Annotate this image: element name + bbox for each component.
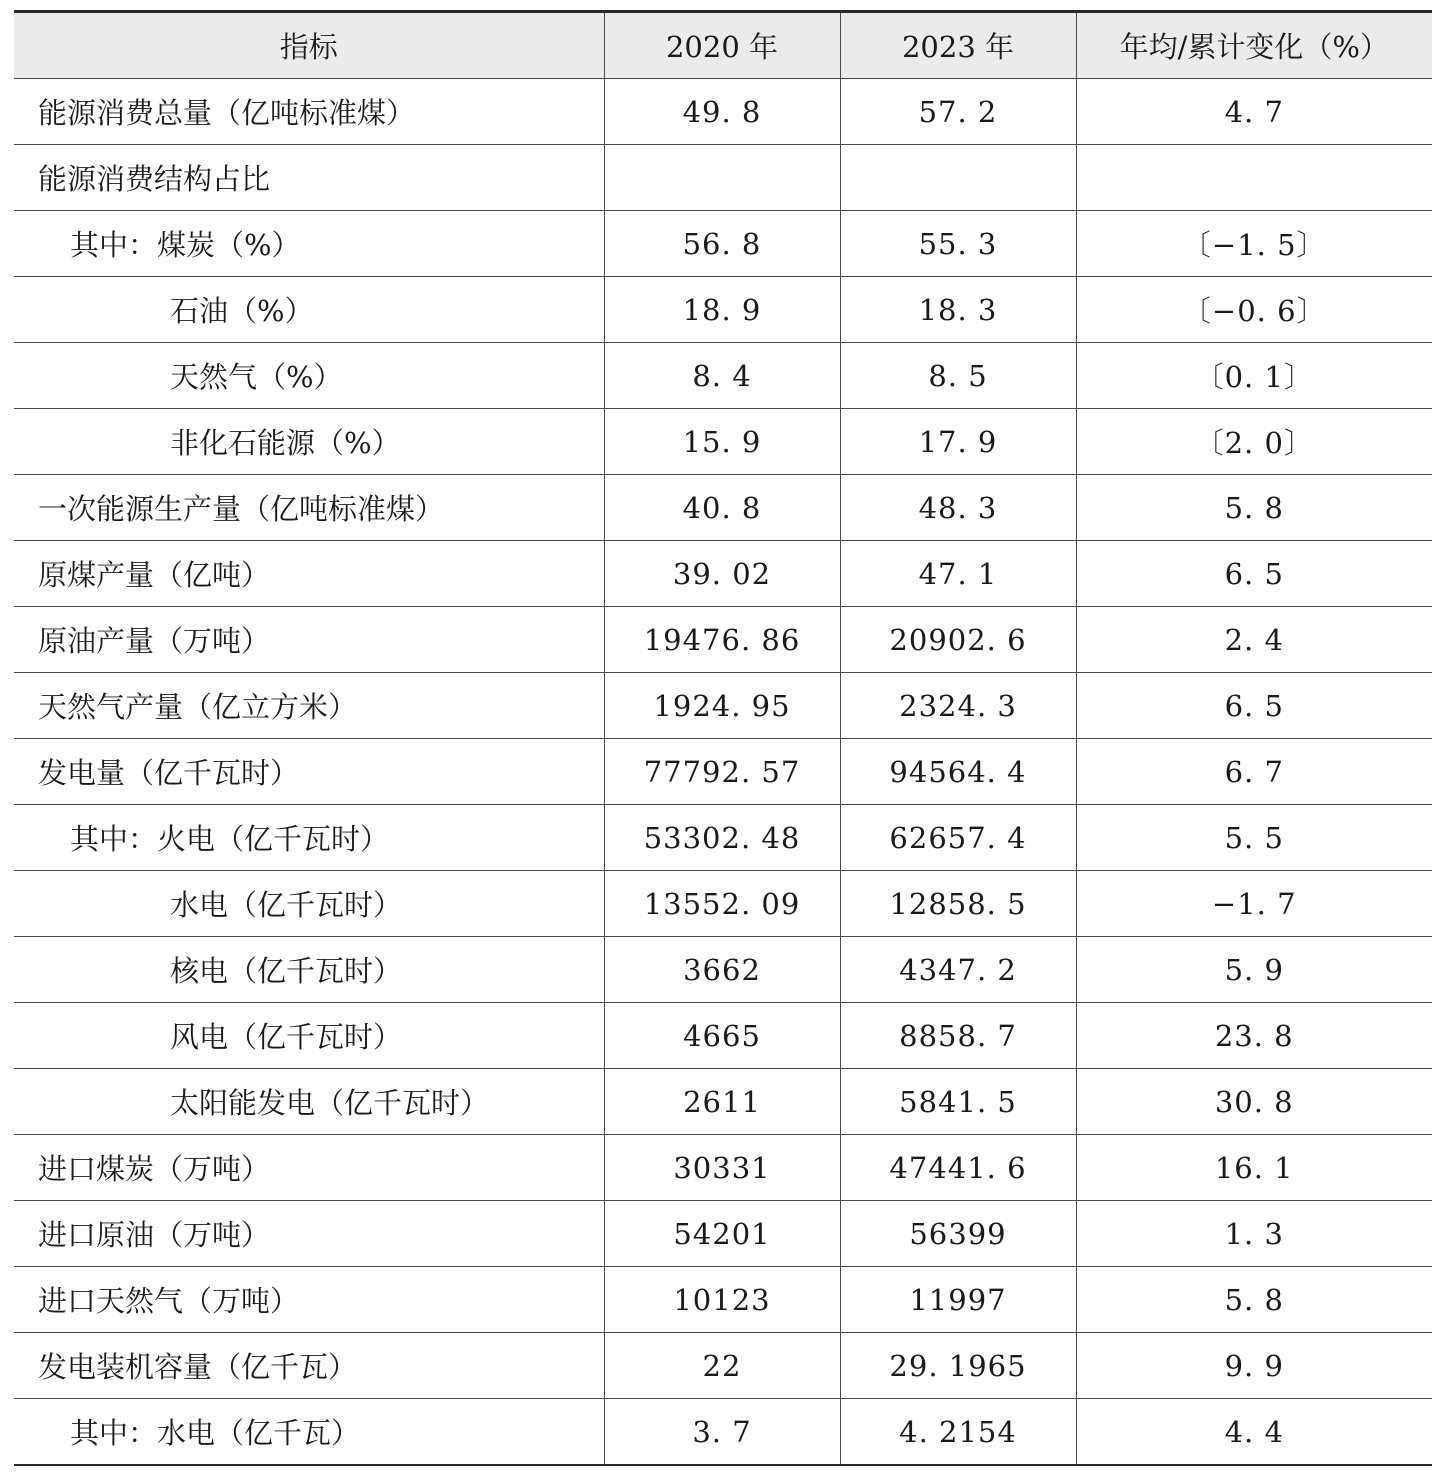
header-change: 年均/累计变化（%） bbox=[1076, 12, 1432, 79]
table-row bbox=[14, 739, 1432, 805]
cell-2020: 54201 bbox=[604, 1201, 840, 1267]
cell-2020: 13552. 09 bbox=[604, 871, 840, 937]
table-row bbox=[14, 673, 1432, 739]
table-row bbox=[14, 277, 1432, 343]
cell-2020: 18. 9 bbox=[604, 277, 840, 343]
cell-2023: 56399 bbox=[840, 1201, 1076, 1267]
row-label: 石油（%） bbox=[14, 277, 604, 343]
cell-2020: 2611 bbox=[604, 1069, 840, 1135]
cell-change: 〔−0. 6〕 bbox=[1076, 277, 1432, 343]
cell-2020: 77792. 57 bbox=[604, 739, 840, 805]
cell-2023: 12858. 5 bbox=[840, 871, 1076, 937]
table-row bbox=[14, 805, 1432, 871]
cell-2023: 48. 3 bbox=[840, 475, 1076, 541]
cell-2023: 29. 1965 bbox=[840, 1333, 1076, 1399]
row-label: 天然气产量（亿立方米） bbox=[14, 673, 604, 739]
cell-2023: 4347. 2 bbox=[840, 937, 1076, 1003]
header-indicator: 指标 bbox=[14, 12, 604, 79]
table-row bbox=[14, 1201, 1432, 1267]
table-row bbox=[14, 79, 1432, 145]
row-label: 太阳能发电（亿千瓦时） bbox=[14, 1069, 604, 1135]
table-row bbox=[14, 1003, 1432, 1069]
header-2020: 2020 年 bbox=[604, 12, 840, 79]
cell-2023 bbox=[840, 145, 1076, 211]
cell-change: 30. 8 bbox=[1076, 1069, 1432, 1135]
cell-change: 6. 7 bbox=[1076, 739, 1432, 805]
row-label: 原煤产量（亿吨） bbox=[14, 541, 604, 607]
table-row bbox=[14, 1135, 1432, 1201]
cell-2023: 47. 1 bbox=[840, 541, 1076, 607]
row-label: 进口煤炭（万吨） bbox=[14, 1135, 604, 1201]
table-row bbox=[14, 1333, 1432, 1399]
cell-2020: 3. 7 bbox=[604, 1399, 840, 1466]
cell-2023: 11997 bbox=[840, 1267, 1076, 1333]
cell-2020: 30331 bbox=[604, 1135, 840, 1201]
table-body bbox=[14, 79, 1432, 1466]
table-row bbox=[14, 541, 1432, 607]
cell-2023: 18. 3 bbox=[840, 277, 1076, 343]
cell-2023: 62657. 4 bbox=[840, 805, 1076, 871]
cell-2020: 3662 bbox=[604, 937, 840, 1003]
cell-2023: 8. 5 bbox=[840, 343, 1076, 409]
cell-2020: 4665 bbox=[604, 1003, 840, 1069]
cell-2023: 57. 2 bbox=[840, 79, 1076, 145]
row-label: 核电（亿千瓦时） bbox=[14, 937, 604, 1003]
cell-2023: 94564. 4 bbox=[840, 739, 1076, 805]
header-row bbox=[14, 12, 1432, 79]
table-row bbox=[14, 343, 1432, 409]
cell-2020 bbox=[604, 145, 840, 211]
cell-2020: 10123 bbox=[604, 1267, 840, 1333]
cell-change: 16. 1 bbox=[1076, 1135, 1432, 1201]
cell-2020: 8. 4 bbox=[604, 343, 840, 409]
row-label: 进口原油（万吨） bbox=[14, 1201, 604, 1267]
cell-2020: 15. 9 bbox=[604, 409, 840, 475]
cell-2023: 2324. 3 bbox=[840, 673, 1076, 739]
cell-change: 5. 5 bbox=[1076, 805, 1432, 871]
cell-2020: 49. 8 bbox=[604, 79, 840, 145]
row-label: 能源消费总量（亿吨标准煤） bbox=[14, 79, 604, 145]
cell-change: 4. 7 bbox=[1076, 79, 1432, 145]
cell-change: 〔−1. 5〕 bbox=[1076, 211, 1432, 277]
header-2023: 2023 年 bbox=[840, 12, 1076, 79]
cell-change: 1. 3 bbox=[1076, 1201, 1432, 1267]
cell-change: 2. 4 bbox=[1076, 607, 1432, 673]
row-label: 其中：煤炭（%） bbox=[14, 211, 604, 277]
cell-change: 5. 9 bbox=[1076, 937, 1432, 1003]
energy-statistics-table bbox=[14, 10, 1432, 1466]
row-label: 其中：水电（亿千瓦） bbox=[14, 1399, 604, 1466]
row-label: 其中：火电（亿千瓦时） bbox=[14, 805, 604, 871]
table-row bbox=[14, 871, 1432, 937]
row-label: 进口天然气（万吨） bbox=[14, 1267, 604, 1333]
cell-2023: 47441. 6 bbox=[840, 1135, 1076, 1201]
cell-2020: 19476. 86 bbox=[604, 607, 840, 673]
table-row bbox=[14, 1267, 1432, 1333]
table-row bbox=[14, 475, 1432, 541]
cell-2023: 8858. 7 bbox=[840, 1003, 1076, 1069]
row-label: 原油产量（万吨） bbox=[14, 607, 604, 673]
cell-2020: 40. 8 bbox=[604, 475, 840, 541]
cell-change: 〔2. 0〕 bbox=[1076, 409, 1432, 475]
cell-2023: 17. 9 bbox=[840, 409, 1076, 475]
cell-change: 4. 4 bbox=[1076, 1399, 1432, 1466]
cell-change bbox=[1076, 145, 1432, 211]
table-row bbox=[14, 211, 1432, 277]
cell-change: 〔0. 1〕 bbox=[1076, 343, 1432, 409]
cell-change: 23. 8 bbox=[1076, 1003, 1432, 1069]
cell-change: 6. 5 bbox=[1076, 673, 1432, 739]
cell-2020: 22 bbox=[604, 1333, 840, 1399]
row-label: 天然气（%） bbox=[14, 343, 604, 409]
cell-2020: 53302. 48 bbox=[604, 805, 840, 871]
cell-change: 6. 5 bbox=[1076, 541, 1432, 607]
table-row bbox=[14, 1069, 1432, 1135]
cell-2023: 5841. 5 bbox=[840, 1069, 1076, 1135]
table-row bbox=[14, 145, 1432, 211]
table-row bbox=[14, 937, 1432, 1003]
cell-change: 5. 8 bbox=[1076, 475, 1432, 541]
row-label: 水电（亿千瓦时） bbox=[14, 871, 604, 937]
table-row bbox=[14, 409, 1432, 475]
cell-2023: 4. 2154 bbox=[840, 1399, 1076, 1466]
cell-2023: 20902. 6 bbox=[840, 607, 1076, 673]
cell-change: −1. 7 bbox=[1076, 871, 1432, 937]
row-label: 一次能源生产量（亿吨标准煤） bbox=[14, 475, 604, 541]
row-label: 非化石能源（%） bbox=[14, 409, 604, 475]
energy-statistics-table-container bbox=[14, 10, 1432, 1466]
table-header bbox=[14, 12, 1432, 79]
cell-2023: 55. 3 bbox=[840, 211, 1076, 277]
cell-2020: 1924. 95 bbox=[604, 673, 840, 739]
row-label: 发电量（亿千瓦时） bbox=[14, 739, 604, 805]
row-label: 能源消费结构占比 bbox=[14, 145, 604, 211]
table-row bbox=[14, 607, 1432, 673]
cell-change: 5. 8 bbox=[1076, 1267, 1432, 1333]
cell-2020: 56. 8 bbox=[604, 211, 840, 277]
row-label: 风电（亿千瓦时） bbox=[14, 1003, 604, 1069]
cell-2020: 39. 02 bbox=[604, 541, 840, 607]
cell-change: 9. 9 bbox=[1076, 1333, 1432, 1399]
row-label: 发电装机容量（亿千瓦） bbox=[14, 1333, 604, 1399]
table-row bbox=[14, 1399, 1432, 1466]
